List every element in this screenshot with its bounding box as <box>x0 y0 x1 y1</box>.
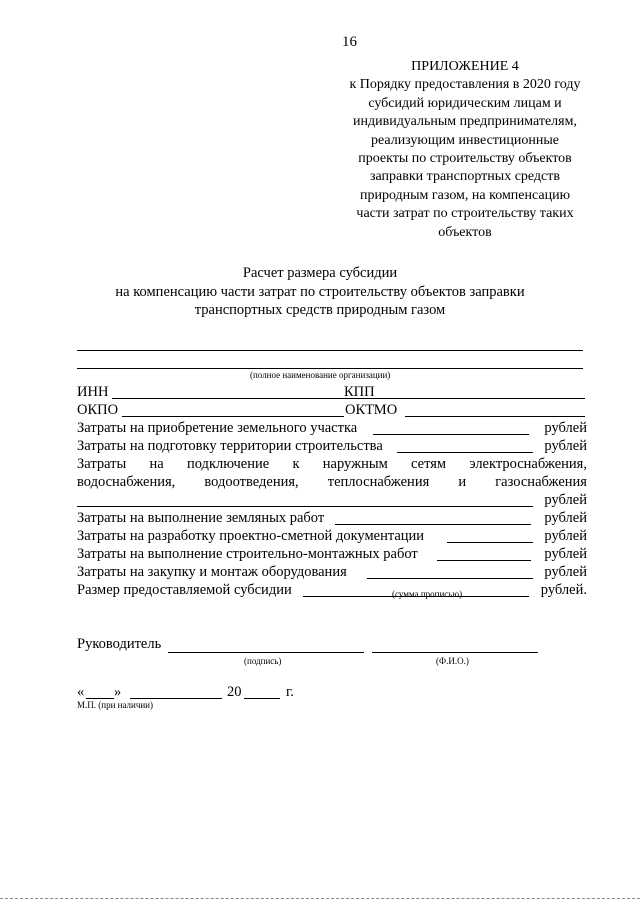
date-close-quote: » <box>114 684 122 700</box>
appendix-line: к Порядку предоставления в 2020 году <box>349 77 581 93</box>
design-cost-row <box>77 527 587 545</box>
unit-label: рублей <box>544 564 587 580</box>
kpp-field[interactable] <box>378 383 585 399</box>
okpo-label: ОКПО <box>77 402 119 418</box>
sum-in-words-caption: (сумма прописью) <box>392 589 463 599</box>
design-cost-field[interactable] <box>447 527 533 543</box>
connection-word: водоснабжения, <box>77 474 176 490</box>
appendix-line: заправки транспортных средств <box>369 169 560 185</box>
subsidy-row <box>77 581 587 599</box>
equipment-cost-field[interactable] <box>367 563 533 579</box>
full-name-caption: (Ф.И.О.) <box>436 656 469 666</box>
connection-word: наружным <box>322 456 388 472</box>
connection-word: подключение <box>186 456 270 472</box>
earthwork-cost-row <box>77 509 587 527</box>
signature-line[interactable] <box>168 652 364 653</box>
unit-label: рублей <box>544 420 587 436</box>
kpp-label: КПП <box>344 384 375 400</box>
head-label: Руководитель <box>77 636 162 652</box>
appendix-line: реализующим инвестиционные <box>370 132 559 148</box>
appendix-header <box>300 58 630 242</box>
connection-word: и <box>458 474 467 490</box>
unit-label: рублей <box>544 546 587 562</box>
day-field[interactable] <box>86 698 114 699</box>
design-cost-label: Затраты на разработку проектно-сметной документации <box>77 528 425 544</box>
site-prep-cost-label: Затраты на подготовку территории строительства <box>77 438 383 454</box>
connection-cost-line-1 <box>77 455 587 473</box>
appendix-line: индивидуальным предпринимателям, <box>353 114 577 130</box>
subsidy-label: Размер предоставляемой субсидии <box>77 582 292 598</box>
title-line: на компенсацию части затрат по строительству объектов заправки <box>115 283 525 300</box>
construction-cost-field[interactable] <box>437 545 531 561</box>
unit-label: рублей. <box>540 582 587 598</box>
inn-label: ИНН <box>77 384 109 400</box>
earthwork-cost-label: Затраты на выполнение земляных работ <box>77 510 325 526</box>
land-cost-field[interactable] <box>373 419 529 435</box>
full-name-line[interactable] <box>372 652 538 653</box>
unit-label: рублей <box>544 438 587 454</box>
appendix-line: субсидий юридическим лицам и <box>368 95 562 111</box>
year-prefix: 20 <box>227 684 242 700</box>
land-cost-label: Затраты на приобретение земельного участка <box>77 420 358 436</box>
connection-word: водоотведения, <box>204 474 299 490</box>
site-prep-cost-field[interactable] <box>397 437 533 453</box>
site-prep-cost-row <box>77 437 587 455</box>
earthwork-cost-field[interactable] <box>335 509 531 525</box>
date-open-quote: « <box>77 684 85 700</box>
connection-word: сетям <box>411 456 447 472</box>
title-line: транспортных средств природным газом <box>194 302 446 318</box>
unit-label: рублей <box>544 528 587 544</box>
org-name-line-2[interactable] <box>77 368 583 369</box>
appendix-line: природным газом, на компенсацию <box>359 187 571 203</box>
connection-word: на <box>149 456 164 472</box>
appendix-line: проекты по строительству объектов <box>358 151 572 167</box>
inn-kpp-row <box>77 383 587 401</box>
connection-word: газоснабжения <box>495 474 587 490</box>
oktmo-field[interactable] <box>405 401 585 417</box>
document-title <box>60 264 580 320</box>
unit-label: рублей <box>544 510 587 526</box>
equipment-cost-row <box>77 563 587 581</box>
okpo-field[interactable] <box>122 401 344 417</box>
connection-cost-field[interactable] <box>77 491 533 507</box>
stamp-caption: М.П. (при наличии) <box>77 700 153 710</box>
connection-word: к <box>292 456 300 472</box>
page-number: 16 <box>342 34 357 50</box>
org-name-line-1[interactable] <box>77 350 583 351</box>
connection-word: Затраты <box>77 456 127 472</box>
appendix-line: части затрат по строительству таких <box>356 206 574 222</box>
appendix-title: ПРИЛОЖЕНИЕ 4 <box>411 59 519 74</box>
year-field[interactable] <box>244 698 280 699</box>
unit-label: рублей <box>544 492 587 508</box>
oktmo-label: ОКТМО <box>345 402 398 418</box>
signature-caption: (подпись) <box>244 656 282 666</box>
appendix-line: объектов <box>438 224 492 240</box>
land-cost-row <box>77 419 587 437</box>
org-name-caption: (полное наименование организации) <box>250 370 391 380</box>
page-bottom-edge <box>0 898 640 899</box>
connection-word: теплоснабжения <box>327 474 430 490</box>
connection-cost-line-2 <box>77 473 587 491</box>
construction-cost-label: Затраты на выполнение строительно-монтажных работ <box>77 546 418 562</box>
connection-word: электроснабжения, <box>469 456 587 472</box>
construction-cost-row <box>77 545 587 563</box>
month-field[interactable] <box>130 698 222 699</box>
year-suffix: г. <box>286 684 294 700</box>
connection-cost-row <box>77 491 587 509</box>
title-line: Расчет размера субсидии <box>242 265 398 281</box>
okpo-oktmo-row <box>77 401 587 419</box>
equipment-cost-label: Затраты на закупку и монтаж оборудования <box>77 564 347 580</box>
